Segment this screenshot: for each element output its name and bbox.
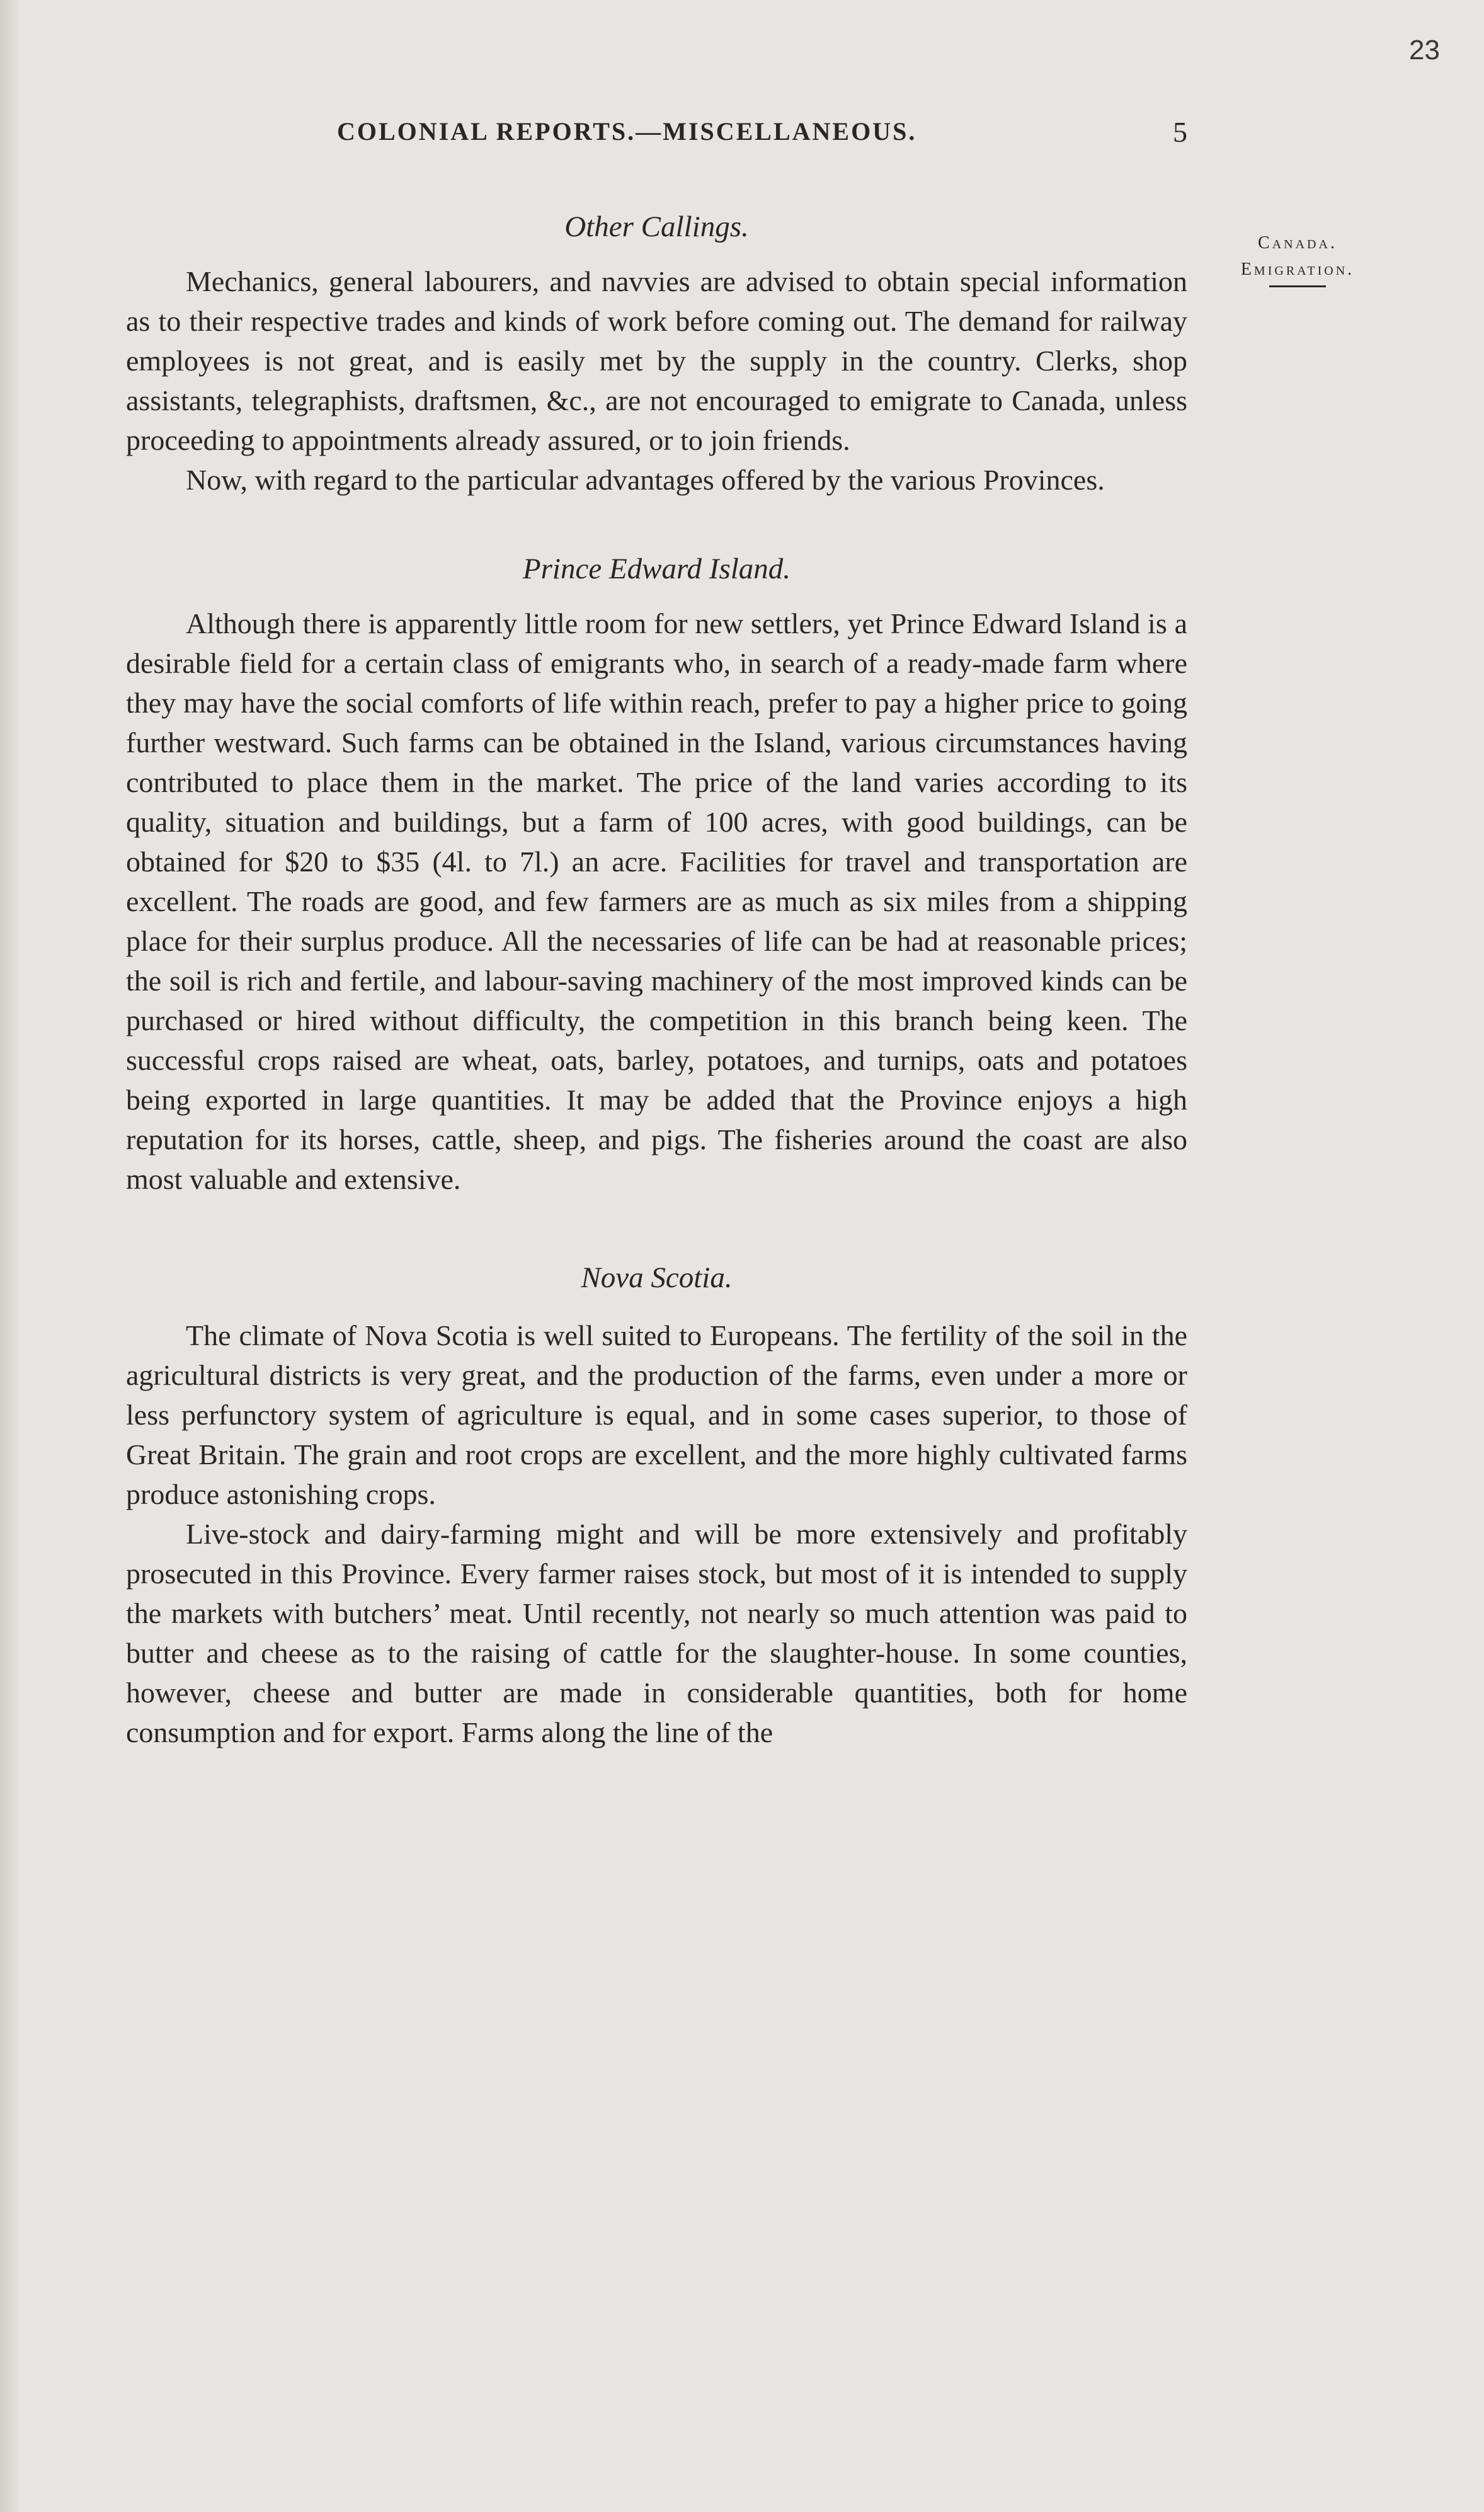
paragraph: Live-stock and dairy-farming might and will be more extensively and profitably prosecuted in this Province. Every farmer raises stock, but most of it is intended to supply the markets with butchers’ meat. Until recently, not nearly so much attention was paid to butter and cheese as to the raising of cattle for the slaughter-house. In some counties, however, cheese and butter are made in considerable quantities, both for home consumption and for export. Farms along the line of the: [126, 1518, 1187, 1748]
running-head-title: COLONIAL REPORTS.—MISCELLANEOUS.: [337, 117, 917, 146]
paragraph: Although there is apparently little room for new settlers, yet Prince Edward Island is a desirable field for a certain class of emigrants who, in search of a ready-made farm where they may have the social comforts of life within reach, prefer to pay a higher price to going further westward. Such farms can be obtained in the Island, various circumstances having contributed to place them in the market. The price of the land varies according to its quality, situation and buildings, but a farm of 100 acres, with good buildings, can be obtained for $20 to $35 (4l. to 7l.) an acre. Facilities for travel and transportation are excellent. The roads are good, and few farmers are as much as six miles from a shipping place for their surplus produce. All the necessaries of life can be had at reasonable prices; the soil is rich and fertile, and labour-saving machinery of the most improved kinds can be purchased or hired without difficulty, the competition in this branch being keen. The successful crops raised are wheat, oats, barley, potatoes, and turnips, oats and potatoes being exported in large quantities. It may be added that the Province enjoys a high reputation for its horses, cattle, sheep, and pigs. The fisheries around the coast are also most valuable and extensive.: [126, 607, 1187, 1195]
section-heading-other-callings: Other Callings.: [564, 210, 749, 243]
paragraph: The climate of Nova Scotia is well suited to Europeans. The fertility of the soil in the agricultural districts is very great, and the production of the farms, even under a more or less perfunctory system of agriculture is equal, and in some cases superior, to those of Great Britain. The grain and root crops are excellent, and the more highly cultivated farms produce astonishing crops.: [126, 1319, 1187, 1510]
binding-shadow: [0, 0, 19, 2512]
margin-note: [1216, 230, 1379, 287]
running-head: [126, 117, 1187, 154]
archive-page-number: 23: [1409, 35, 1440, 66]
margin-note-line-1: Canada.: [1258, 233, 1337, 253]
section-heading-prince-edward-island: Prince Edward Island.: [522, 553, 791, 585]
paragraph: Now, with regard to the particular advantages offered by the various Provinces.: [186, 464, 1105, 496]
page-folio: 5: [1173, 116, 1187, 148]
text-column: [126, 208, 1187, 1752]
paragraph: Mechanics, general labourers, and navvies are advised to obtain special information as to their respective trades and kinds of work before coming out. The demand for railway employees is not great, and is easily met by the supply in the country. Clerks, shop assistants, telegraphists, draftsmen, &c., are not encouraged to emigrate to Canada, unless proceeding to appointments already assured, or to join friends.: [126, 265, 1187, 456]
margin-note-rule: [1269, 285, 1326, 287]
margin-note-line-2: Emigration.: [1240, 260, 1355, 279]
section-heading-nova-scotia: Nova Scotia.: [581, 1261, 733, 1294]
